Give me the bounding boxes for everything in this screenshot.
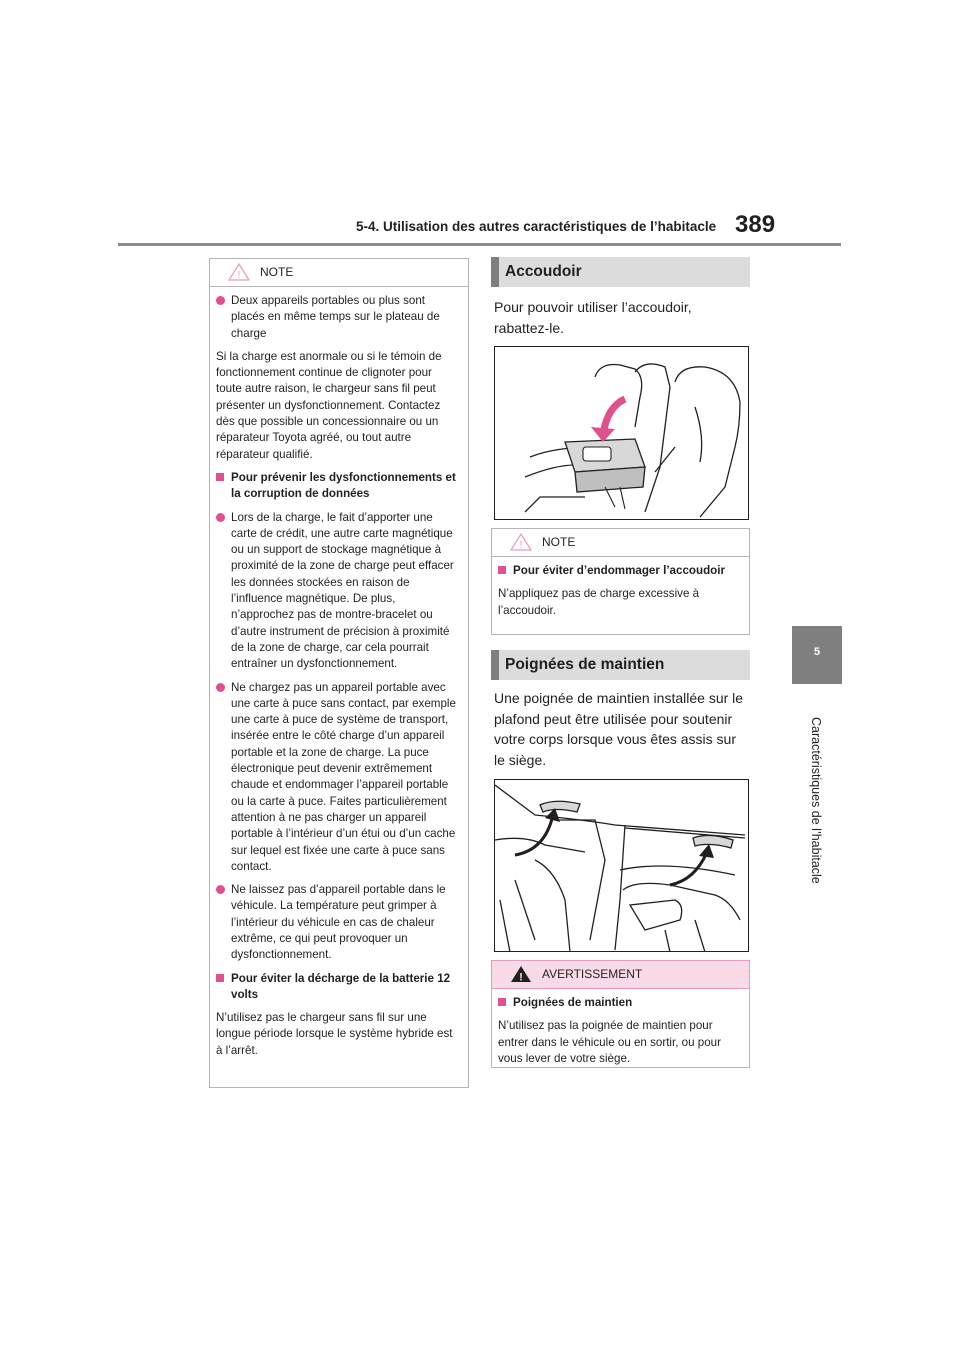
- grab-handle-image: [495, 780, 749, 952]
- header-divider: [118, 243, 841, 246]
- poignees-text: Une poignée de maintien installée sur le plafond peut être utilisée pour soutenir votre corps lorsque vous êtes assis sur le siège.: [494, 690, 744, 769]
- list-item: Lors de la charge, le fait d’apporter une carte de crédit, une autre carte magnétique ou un support de stockage magnétique à proximité de la zone de charge peut effacer les données stockées en raison de l’influence magnétique. De plus, n’approchez pas de montre-bracelet ou d’autre instrument de précision à proximité de la zone de charge, car cela pourrait entraîner un dysfonctionnement.: [216, 510, 460, 673]
- svg-text:!: !: [237, 270, 241, 281]
- warning-paragraph: N’utilisez pas la poignée de maintien pour entrer dans le véhicule ou en sortir, ou pour vous lever de votre siège.: [498, 1019, 721, 1065]
- note-paragraph: N’utilisez pas le chargeur sans fil sur une longue période lorsque le système hybride est à l’arrêt.: [216, 1011, 453, 1057]
- svg-text:!: !: [519, 971, 523, 983]
- page-number: 389: [735, 211, 776, 238]
- bullet-dot-icon: [216, 683, 225, 692]
- bullet-dot-icon: [216, 296, 225, 305]
- chapter-label: Caractéristiques de l’habitacle: [809, 717, 823, 884]
- warning-header: [492, 961, 749, 989]
- bullet-square-icon: [498, 998, 506, 1006]
- note-box-wireless-charger: [209, 258, 469, 1088]
- note-subheading: Pour prévenir les dysfonctionnements et la corruption de données: [216, 470, 460, 503]
- note-paragraph: Si la charge est anormale ou si le témoin de fonctionnement continue de clignoter pour toute autre raison, le chargeur sans fil peut présenter un dysfonctionnement. Contactez dès que possible un concessionnaire ou un réparateur Toyota agréé, ou tout autre réparateur qualifié.: [216, 349, 442, 461]
- list-item: Ne laissez pas d’appareil portable dans le véhicule. La température peut grimper à l’intérieur du véhicule en cas de chaleur extrême, ce qui peut provoquer un dysfonctionnement.: [216, 882, 460, 963]
- section-title: 5-4. Utilisation des autres caractéristiques de l’habitacle: [356, 219, 717, 234]
- grab-handle-illustration: [494, 779, 749, 952]
- note-subheading: Pour éviter la décharge de la batterie 12 volts: [216, 971, 460, 1004]
- note-header: [492, 529, 749, 557]
- bullet-square-icon: [498, 566, 506, 574]
- warning-heading: AVERTISSEMENT: [542, 967, 643, 981]
- warning-box-grab-handle: [491, 960, 750, 1068]
- note-header: [210, 259, 468, 287]
- armrest-image: [495, 347, 749, 520]
- svg-text:!: !: [519, 540, 523, 551]
- list-item: Deux appareils portables ou plus sont placés en même temps sur le plateau de charge: [216, 293, 460, 342]
- section-heading-poignees: Poignées de maintien: [491, 650, 750, 680]
- armrest-illustration: [494, 346, 749, 520]
- warning-subheading: Poignées de maintien: [498, 995, 741, 1011]
- note-heading: NOTE: [260, 265, 294, 279]
- warning-triangle-icon: [510, 965, 532, 983]
- chapter-tab: [792, 626, 842, 684]
- section-heading-accoudoir: Accoudoir: [491, 257, 750, 287]
- note-subheading: Pour éviter d’endommager l’accoudoir: [498, 563, 741, 579]
- note-heading: NOTE: [542, 535, 576, 549]
- bullet-square-icon: [216, 974, 224, 982]
- chapter-number: 5: [813, 646, 821, 658]
- bullet-dot-icon: [216, 513, 225, 522]
- note-box-armrest: [491, 528, 750, 635]
- bullet-square-icon: [216, 473, 224, 481]
- bullet-dot-icon: [216, 885, 225, 894]
- list-item: Ne chargez pas un appareil portable avec une carte à puce sans contact, par exemple une carte à puce de système de transport, insérée entre le côté charge d’un appareil portable et la zone de charge. La puce électronique peut devenir extrêmement chaude et endommager l’appareil portable ou la carte à puce. Faites particulièrement attention à ne pas charger un appareil portable à l’intérieur d’un étui ou d’un cache sur lequel est fixée une carte à puce sans contact.: [216, 680, 460, 876]
- caution-triangle-icon: [510, 533, 532, 551]
- accoudoir-text: Pour pouvoir utiliser l’accoudoir, rabattez-le.: [494, 299, 692, 336]
- note-paragraph: N’appliquez pas de charge excessive à l’accoudoir.: [498, 587, 700, 617]
- caution-triangle-icon: [228, 263, 250, 281]
